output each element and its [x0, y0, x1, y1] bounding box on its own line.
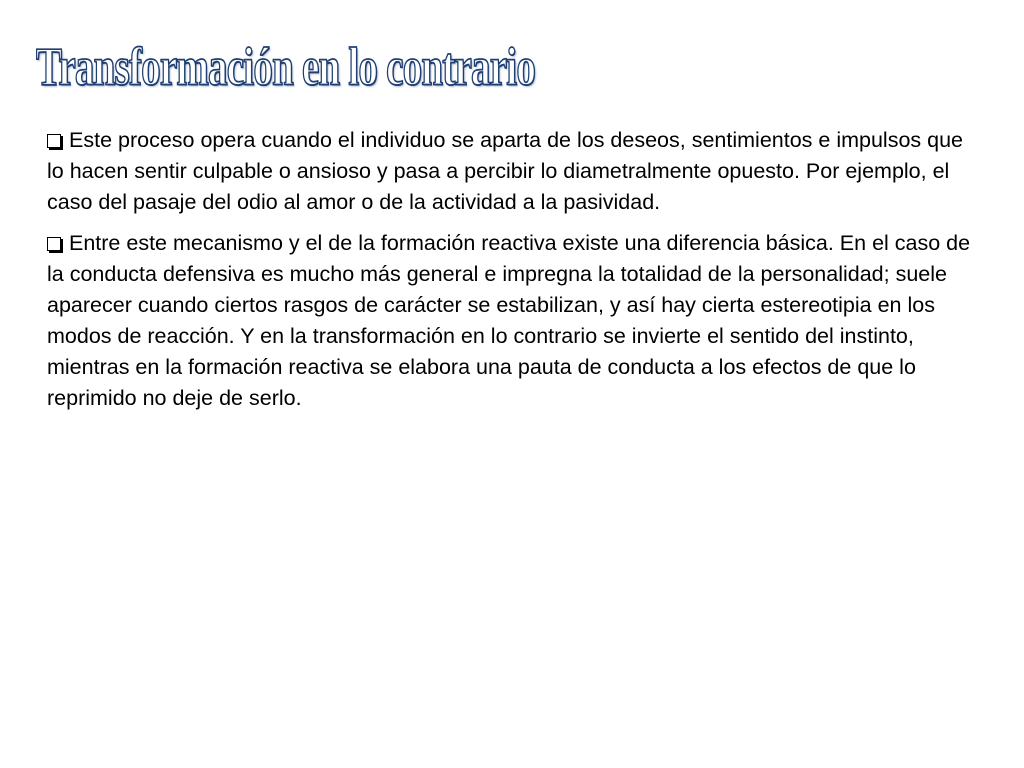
slide-body [47, 125, 972, 424]
square-bullet-icon [47, 237, 61, 251]
slide-title: Transformación en lo contrario [36, 35, 536, 97]
paragraph-1-text: Este proceso opera cuando el individuo se aparta de los deseos, sentimientos e impulsos que lo hacen sentir culpable o ansioso y pasa a percibir lo diametralmente opuesto. Por ejemplo, el caso del pasaje del odio al amor o de la actividad a la pasividad. [47, 128, 963, 214]
square-bullet-icon [47, 134, 61, 148]
paragraph-2-text: Entre este mecanismo y el de la formación reactiva existe una diferencia básica. En el caso de la conducta defensiva es mucho más general e impregna la totalidad de la personalidad; suele aparecer cuando ciertos rasgos de carácter se estabilizan, y así hay cierta estereotipia en los modos de reacción. Y en la transformación en lo contrario se invierte el sentido del instinto, mientras en la formación reactiva se elabora una pauta de conducta a los efectos de que lo reprimido no deje de serlo. [47, 231, 971, 410]
title-container [36, 30, 576, 102]
paragraph-1 [47, 125, 972, 218]
paragraph-2 [47, 228, 972, 414]
